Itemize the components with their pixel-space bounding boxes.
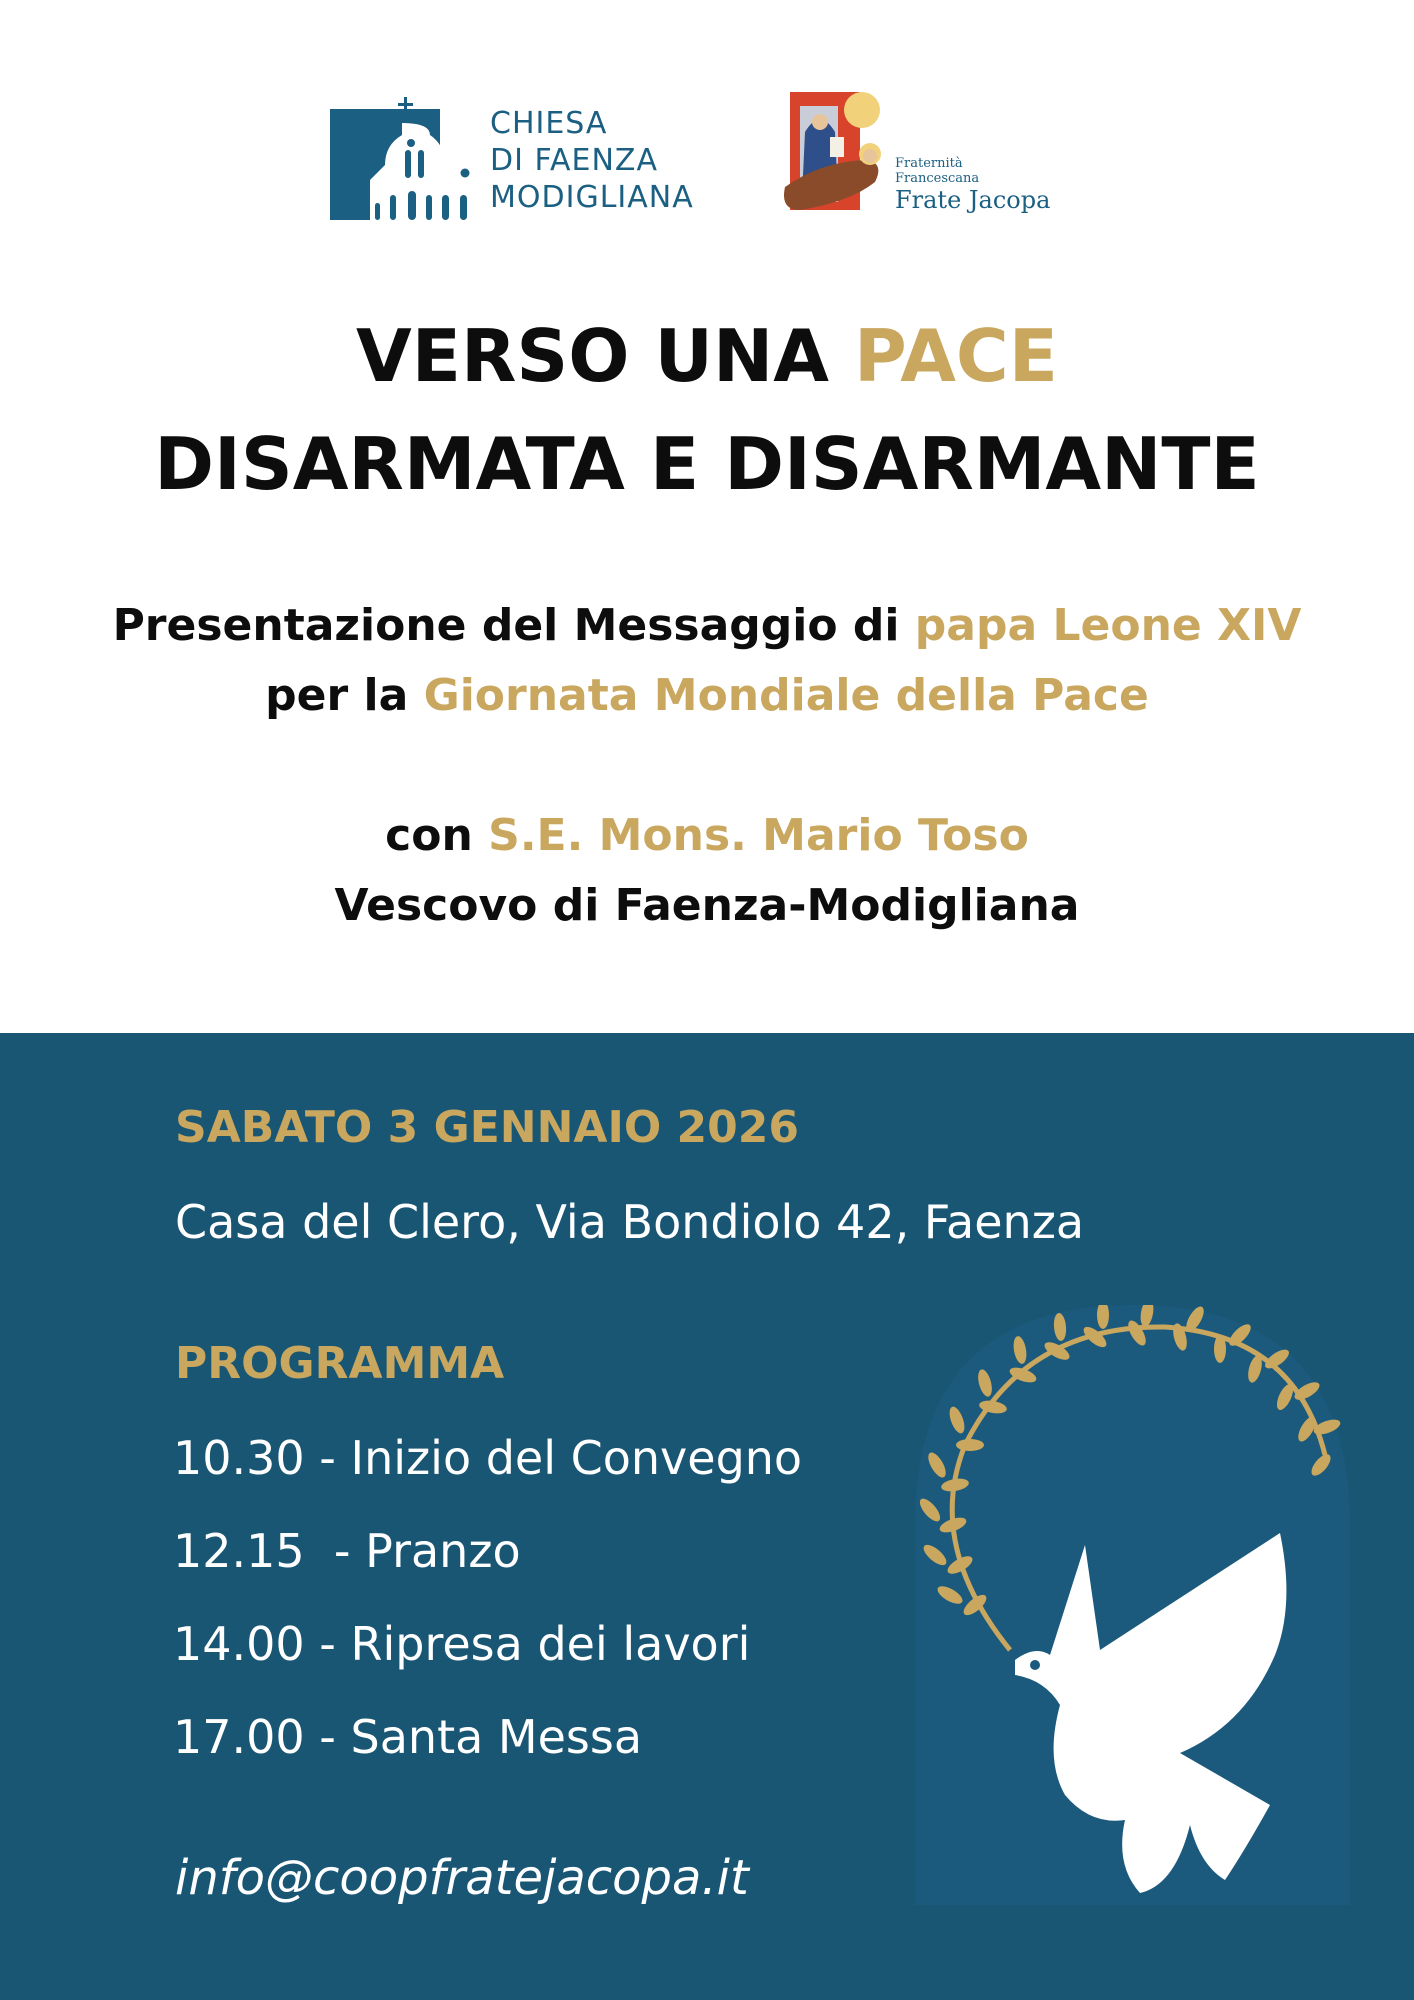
title-line-2: DISARMATA E DISARMANTE <box>154 422 1260 506</box>
speaker-line <box>0 806 1414 866</box>
speaker-role: Vescovo di Faenza-Modigliana <box>334 880 1080 931</box>
title-prefix: VERSO UNA <box>356 314 855 398</box>
title-line-1 <box>0 312 1414 400</box>
speaker-prefix: con <box>385 810 489 861</box>
program-item: 10.30 - Inizio del Convegno <box>173 1431 803 1485</box>
contact-email[interactable]: info@coopfratejacopa.it <box>175 1850 749 1906</box>
frate-logo-line2: Francescana <box>895 171 980 186</box>
title-highlight: PACE <box>854 314 1058 398</box>
subtitle-highlight-2: Giornata Mondiale della Pace <box>423 670 1149 721</box>
chiesa-faenza-logo <box>330 95 730 220</box>
program-item: 12.15 - Pranzo <box>173 1524 521 1578</box>
subtitle-line-1 <box>0 596 1414 656</box>
frate-jacopa-logo-text <box>895 156 1050 214</box>
program-item: 14.00 - Ripresa dei lavori <box>173 1617 751 1671</box>
frate-jacopa-logo <box>780 92 1070 222</box>
event-date: SABATO 3 GENNAIO 2026 <box>175 1102 800 1153</box>
chiesa-logo-text <box>490 105 694 216</box>
church-icon <box>330 95 475 220</box>
program-list <box>173 1428 802 1800</box>
speaker-name: S.E. Mons. Mario Toso <box>488 810 1029 861</box>
chiesa-logo-line3: MODIGLIANA <box>490 180 694 215</box>
frate-logo-line1: Fraternità <box>895 156 963 171</box>
dove-olive-wreath-icon <box>915 1305 1350 1905</box>
program-heading: PROGRAMMA <box>175 1338 505 1389</box>
subtitle-line-2 <box>0 666 1414 726</box>
frate-logo-line3: Frate Jacopa <box>895 186 1051 214</box>
program-item: 17.00 - Santa Messa <box>173 1710 643 1764</box>
chiesa-logo-line2: DI FAENZA <box>490 143 658 178</box>
subtitle-prefix-2: per la <box>265 670 424 721</box>
chiesa-logo-line1: CHIESA <box>490 106 608 141</box>
saints-icon <box>780 92 890 217</box>
event-place: Casa del Clero, Via Bondiolo 42, Faenza <box>175 1195 1085 1249</box>
subtitle-prefix-1: Presentazione del Messaggio di <box>112 600 915 651</box>
subtitle-highlight-1: papa Leone XIV <box>914 600 1302 651</box>
